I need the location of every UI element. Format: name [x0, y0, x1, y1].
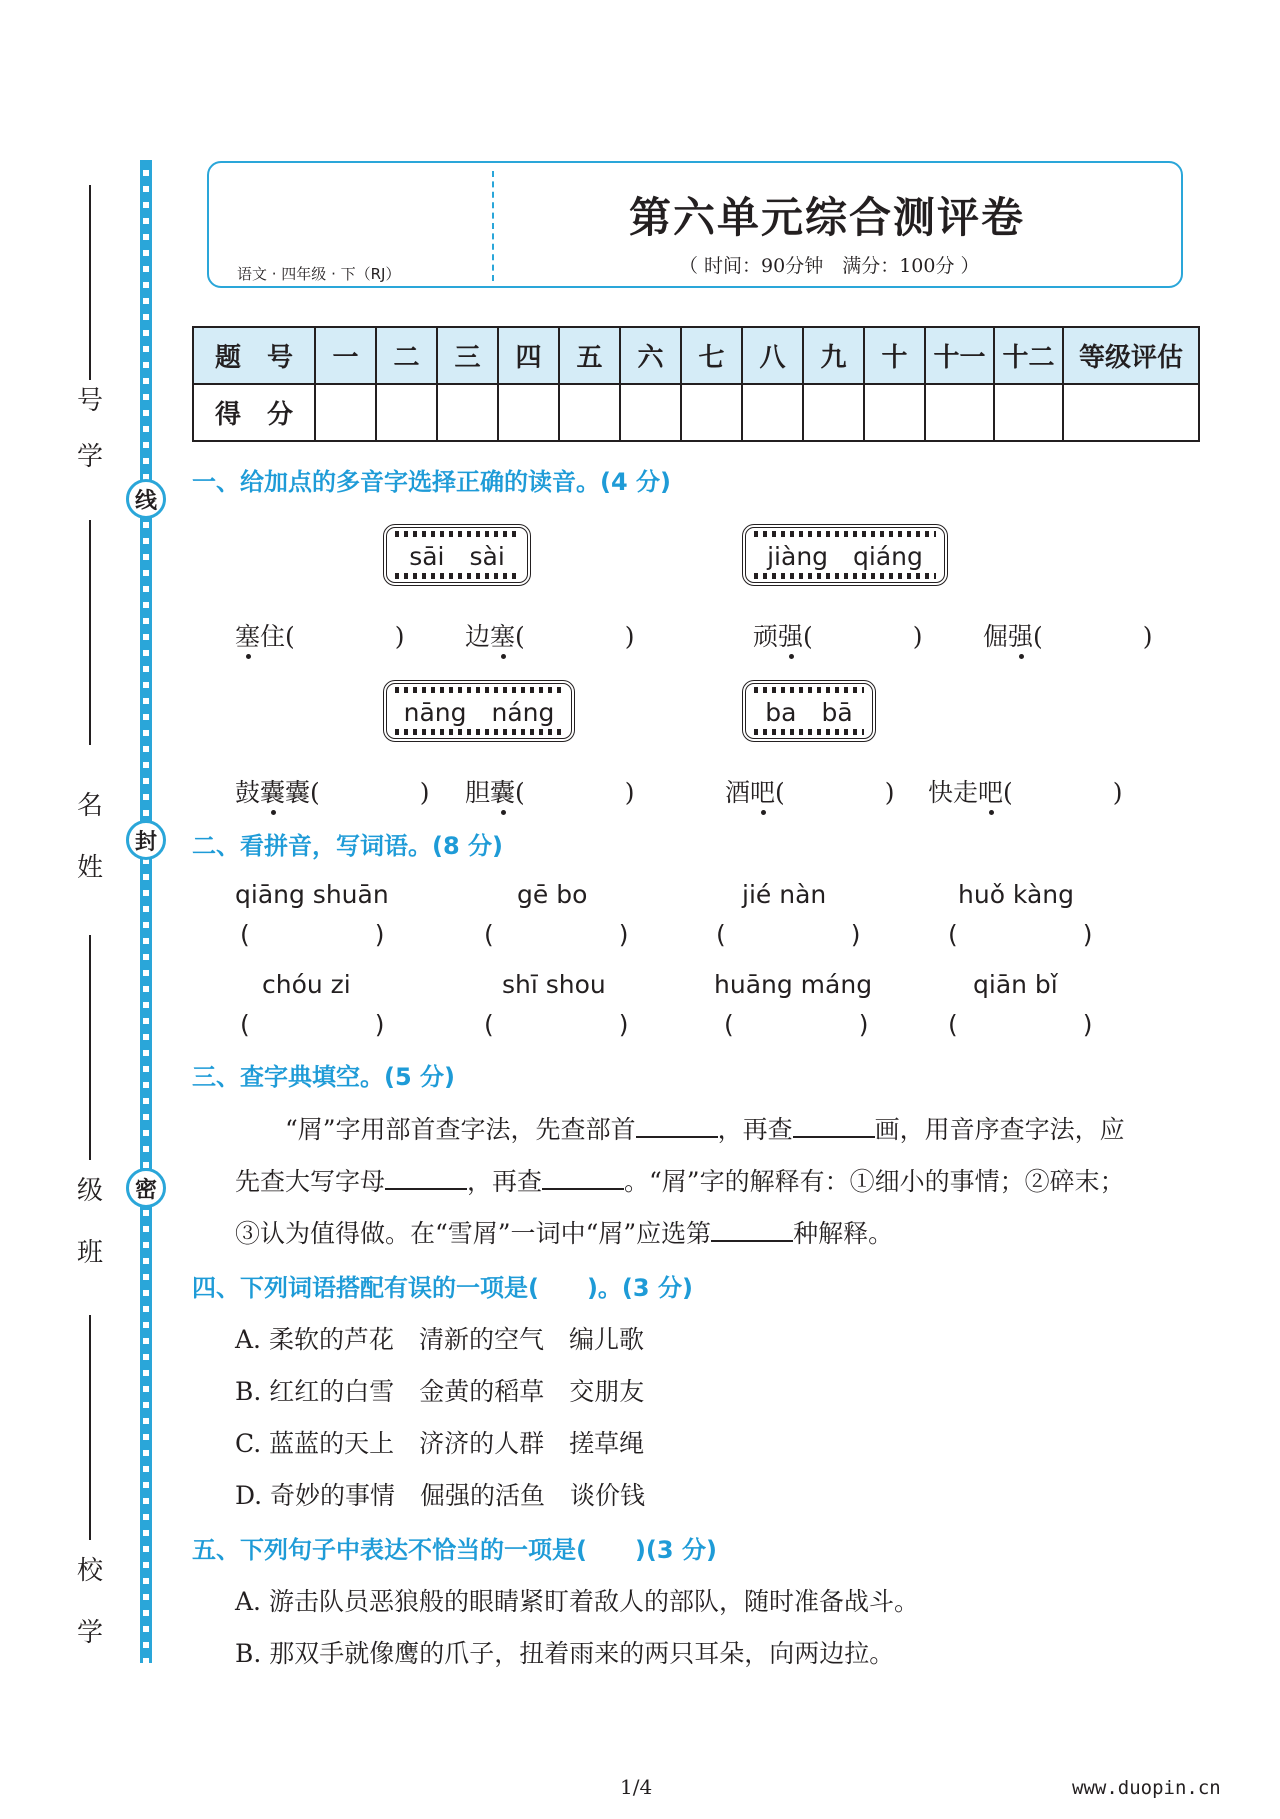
q1-word[interactable]: 酒吧( ) [725, 778, 895, 807]
score-header-cell: 题 号 [193, 327, 315, 384]
q2-pinyin: qiāng shuān [235, 880, 389, 909]
student-number-field[interactable]: 号 学 [70, 185, 110, 478]
fill-blank[interactable] [793, 1114, 875, 1138]
q1-title: 一、给加点的多音字选择正确的读音。(4 分) [192, 468, 671, 496]
q2-answer-bracket[interactable]: ( ) [484, 920, 629, 949]
q1-word[interactable]: 边塞( ) [465, 622, 635, 651]
score-cell[interactable] [864, 384, 925, 441]
score-header-cell: 五 [559, 327, 620, 384]
score-cell[interactable] [742, 384, 803, 441]
score-header-cell: 八 [742, 327, 803, 384]
q2-answer-bracket[interactable]: ( ) [484, 1010, 629, 1039]
pinyin-frame: sāi sài [383, 524, 531, 586]
score-header-cell: 四 [498, 327, 559, 384]
score-cell[interactable] [925, 384, 994, 441]
score-header-cell: 等级评估 [1063, 327, 1199, 384]
q4-option[interactable]: C. 蓝蓝的天上 济济的人群 搓草绳 [235, 1429, 645, 1458]
score-cell[interactable] [994, 384, 1063, 441]
q1-word[interactable]: 塞住( ) [235, 622, 405, 651]
q2-answer-bracket[interactable]: ( ) [948, 1010, 1093, 1039]
q5-title: 五、下列句子中表达不恰当的一项是( )(3 分) [192, 1536, 717, 1564]
q2-answer-bracket[interactable]: ( ) [240, 920, 385, 949]
q4-title: 四、下列词语搭配有误的一项是( )。(3 分) [192, 1274, 693, 1302]
q5-option[interactable]: B. 那双手就像鹰的爪子，扭着雨来的两只耳朵，向两边拉。 [235, 1639, 895, 1668]
score-cell[interactable] [437, 384, 498, 441]
q1-word[interactable]: 鼓囊囊( ) [235, 778, 430, 807]
q1-word[interactable]: 倔强( ) [983, 622, 1153, 651]
q2-answer-bracket[interactable]: ( ) [724, 1010, 869, 1039]
q3-title: 三、查字典填空。(5 分) [192, 1063, 455, 1091]
q2-pinyin: gē bo [517, 880, 588, 909]
q2-pinyin: shī shou [502, 970, 606, 999]
pinyin-frame: ba bā [742, 680, 876, 742]
score-header-cell: 七 [681, 327, 742, 384]
score-row-label: 得 分 [193, 384, 315, 441]
fill-blank[interactable] [542, 1166, 624, 1190]
score-cell[interactable] [376, 384, 437, 441]
q2-answer-bracket[interactable]: ( ) [716, 920, 861, 949]
site-url[interactable]: www.duopin.cn [1072, 1777, 1221, 1799]
score-header-cell: 六 [620, 327, 681, 384]
q5-option[interactable]: A. 游击队员恶狼般的眼睛紧盯着敌人的部队，随时准备战斗。 [235, 1587, 919, 1616]
q1-word[interactable]: 快走吧( ) [928, 778, 1123, 807]
q3-line: “屑”字用部首查字法，先查部首 ，再查 画，用音序查字法，应 [285, 1115, 1125, 1144]
score-header-cell: 二 [376, 327, 437, 384]
score-header-cell: 十一 [925, 327, 994, 384]
q4-option[interactable]: A. 柔软的芦花 清新的空气 编儿歌 [235, 1325, 644, 1354]
score-table-row [193, 384, 1199, 441]
binding-dotted-line [140, 160, 152, 1663]
seal-xian: 线 [126, 479, 166, 519]
q1-word[interactable]: 胆囊( ) [465, 778, 635, 807]
page-number: 1/4 [620, 1775, 653, 1799]
q2-answer-bracket[interactable]: ( ) [240, 1010, 385, 1039]
q2-pinyin: chóu zi [262, 970, 351, 999]
score-header-cell: 九 [803, 327, 864, 384]
score-table [192, 326, 1200, 442]
score-cell[interactable] [620, 384, 681, 441]
fill-blank[interactable] [385, 1166, 467, 1190]
pinyin-frame: nāng náng [383, 680, 575, 742]
seal-feng: 封 [126, 820, 166, 860]
q2-pinyin: qiān bǐ [973, 970, 1058, 999]
subject-label: 语文 · 四年级 · 下（RJ） [237, 265, 401, 283]
score-cell[interactable] [681, 384, 742, 441]
student-name-field[interactable]: 名 姓 [70, 520, 110, 889]
header-divider [492, 171, 494, 281]
school-field[interactable]: 校 学 [70, 1315, 110, 1654]
score-header-cell: 十二 [994, 327, 1063, 384]
score-cell[interactable] [803, 384, 864, 441]
score-cell[interactable] [315, 384, 376, 441]
q2-pinyin: huāng máng [714, 970, 873, 999]
exam-meta: （ 时间：90分钟 满分：100分 ） [679, 255, 980, 277]
q2-pinyin: jié nàn [742, 880, 827, 909]
score-header-cell: 十 [864, 327, 925, 384]
score-cell[interactable] [1063, 384, 1199, 441]
q2-answer-bracket[interactable]: ( ) [948, 920, 1093, 949]
score-cell[interactable] [498, 384, 559, 441]
fill-blank[interactable] [711, 1218, 793, 1242]
class-field[interactable]: 级 班 [70, 935, 110, 1274]
fill-blank[interactable] [636, 1114, 718, 1138]
q2-pinyin: huǒ kàng [958, 880, 1075, 909]
q2-title: 二、看拼音，写词语。(8 分) [192, 832, 503, 860]
q4-option[interactable]: D. 奇妙的事情 倔强的活鱼 谈价钱 [235, 1481, 646, 1510]
q3-line: 先查大写字母 ，再查 。“屑”字的解释有：①细小的事情；②碎末； [235, 1167, 1125, 1196]
score-cell[interactable] [559, 384, 620, 441]
exam-title: 第六单元综合测评卷 [629, 193, 1026, 242]
score-table-header [193, 327, 1199, 384]
score-header-cell: 三 [437, 327, 498, 384]
q4-option[interactable]: B. 红红的白雪 金黄的稻草 交朋友 [235, 1377, 645, 1406]
seal-mi: 密 [126, 1168, 166, 1208]
exam-header [207, 161, 1183, 288]
q3-line: ③认为值得做。在“雪屑”一词中“屑”应选第 种解释。 [235, 1219, 894, 1248]
score-header-cell: 一 [315, 327, 376, 384]
q1-word[interactable]: 顽强( ) [753, 622, 923, 651]
pinyin-frame: jiàng qiáng [742, 524, 948, 586]
